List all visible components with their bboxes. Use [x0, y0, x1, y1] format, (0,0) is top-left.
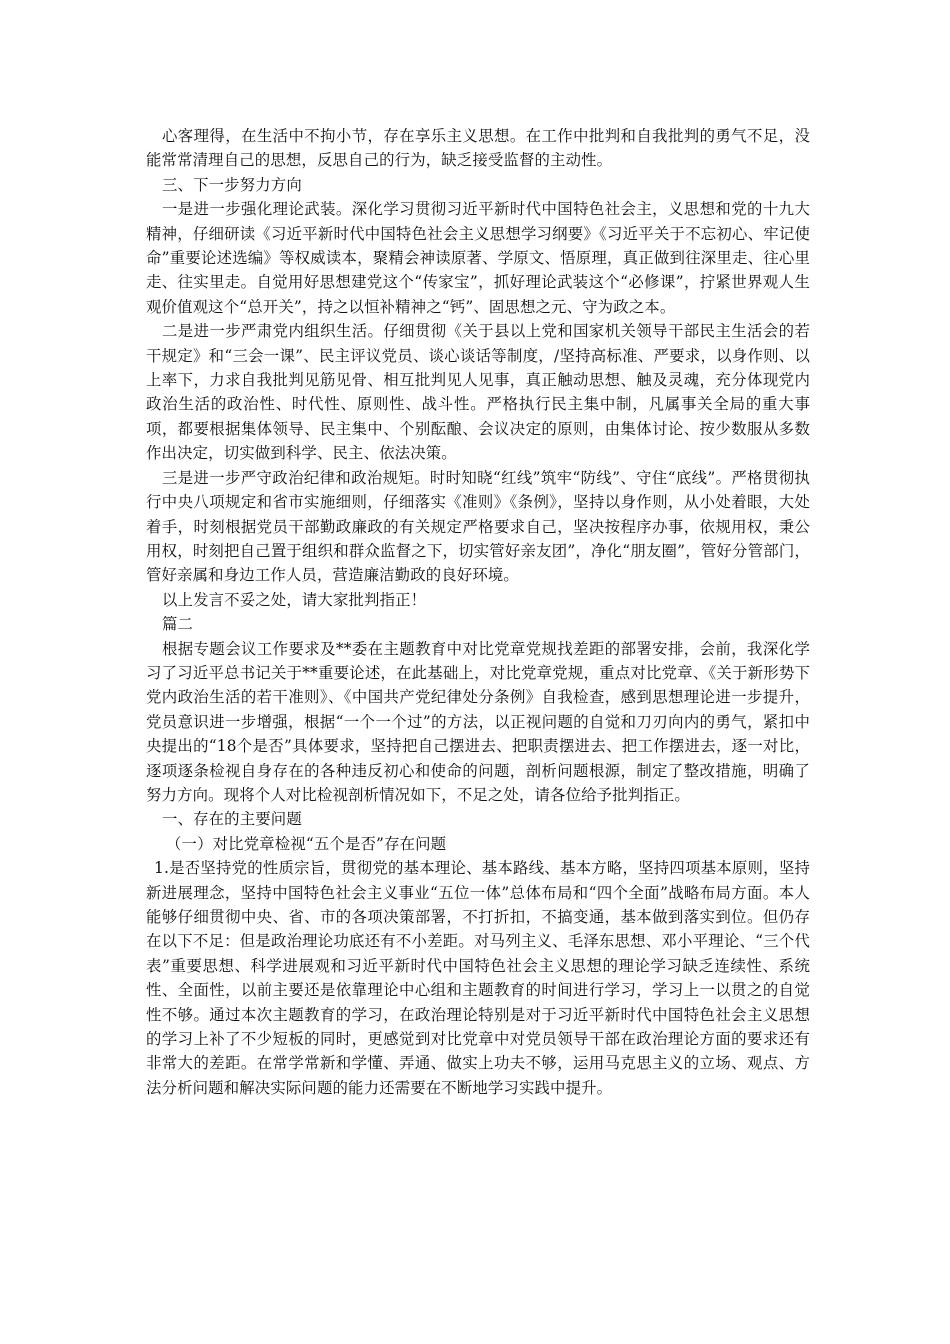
subsection-heading-five-questions: （一）对比党章检视“五个是否”存在问题 — [166, 834, 447, 853]
section-heading-next-steps: 三、下一步努力方向 — [162, 175, 302, 194]
paragraph-theory-armament: 一是进一步强化理论武装。深化学习贯彻习近平新时代中国特色社会主，义思想和党的十九大精神，仔细研读《习近平新时代中国特色社会主义思想学习纲要》《习近平关于不忘初心、牢记使命”重要论述选编》等权威读本，聚精会神读原著、学原文、悟原理，真正做到往深里走、往心里走、往实里走。自觉用好思想建党这个“传家宝”，抓好理论武装这个“必修课”，拧紧世界观人生观价值观这个“总开关”，持之以恒补精神之“钙”、固思想之元、守为政之本。 — [146, 200, 810, 316]
section-title-part-two: 篇二 — [162, 615, 194, 634]
paragraph-continuation: 心客理得，在生活中不拘小节，存在享乐主义思想。在工作中批判和自我批判的勇气不足，没能常常清理自己的思想，反思自己的行为，缺乏接受监督的主动性。 — [146, 127, 810, 170]
paragraph-discipline: 三是进一步严守政治纪律和政治规矩。时时知晓“红线”筑牢“防线”、守住“底线”。严格贯彻执行中央八项规定和省市实施细则，仔细落实《准则》《条例》，坚持以身作则，从小处着眼，大处着手，时刻根据党员干部勤政廉政的有关规定严格要求自己，坚决按程序办事，依规用权，秉公用权，时刻把自己置于组织和群众监督之下，切实管好亲友团”，净化“朋友圈”，管好分管部门，管好亲属和身边工作人员，营造廉洁勤政的良好环境。 — [146, 468, 810, 585]
paragraph-intro-part-two: 根据专题会议工作要求及**委在主题教育中对比党章党规找差距的部署安排，会前，我深化学习了习近平总书记关于**重要论述，在此基础上，对比党章党规，重点对比党章、《关于新形势下党内政治生活的若干准则》、《中国共产党纪律处分条例》自我检查，感到思想理论进一步提升，党员意识进一步增强，根据“一个一个过”的方法，以正视问题的自觉和刀刃向内的勇气，紧扣中央提出的“18个是否”具体要求，坚持把自己摆进去、把职责摆进去、把工作摆进去，逐一对比，逐项逐条检视自身存在的各种违反初心和使命的问题，剖析问题根源，制定了整改措施，明确了努力方向。现将个人对比检视剖析情况如下，不足之处，请各位给予批判指正。 — [146, 639, 810, 804]
paragraph-item-one: 1.是否坚持党的性质宗旨，贯彻党的基本理论、基本路线、基本方略，坚持四项基本原则，坚持新进展理念，坚持中国特色社会主义事业“五位一体”总体布局和“四个全面”战略布局方面。本人能够仔细贯彻中央、省、市的各项决策部署，不打折扣，不搞变通，基本做到落实到位。但仍存在以下不足：但是政治理论功底还有不小差距。对马列主义、毛泽东思想、邓小平理论、“三个代表”重要思想、科学进展观和习近平新时代中国特色社会主义思想的理论学习缺乏连续性、系统性、全面性，以前主要还是依靠理论中心组和主题教育的时间进行学习，学习上一以贯之的自觉性不够。通过本次主题教育的学习，在政治理论特别是对于习近平新时代中国特色社会主义思想的学习上补了不少短板的同时，更感觉到对比党章中对党员领导干部在政治理论方面的要求还有非常大的差距。在常学常新和学懂、弄通、做实上功夫不够，运用马克思主义的立场、观点、方法分析问题和解决实际问题的能力还需要在不断地学习实践中提升。 — [146, 859, 810, 1097]
document-body — [146, 124, 810, 1100]
paragraph-closing: 以上发言不妥之处，请大家批判指正！ — [162, 590, 427, 609]
section-heading-main-problems: 一、存在的主要问题 — [162, 810, 302, 829]
paragraph-party-life: 二是进一步严肃党内组织生活。仔细贯彻《关于县以上党和国家机关领导干部民主生活会的若干规定》和“三会一课”、民主评议党员、谈心谈话等制度，/坚持高标准、严要求，以身作则、以上率下，力求自我批判见筋见骨、相互批判见人见事，真正触动思想、触及灵魂，充分体现党内政治生活的政治性、时代性、原则性、战斗性。严格执行民主集中制，凡属事关全局的重大事项，都要根据集体领导、民主集中、个别酝酿、会议决定的原则，由集体讨论、按少数服从多数作出决定，切实做到科学、民主、依法决策。 — [146, 322, 810, 463]
